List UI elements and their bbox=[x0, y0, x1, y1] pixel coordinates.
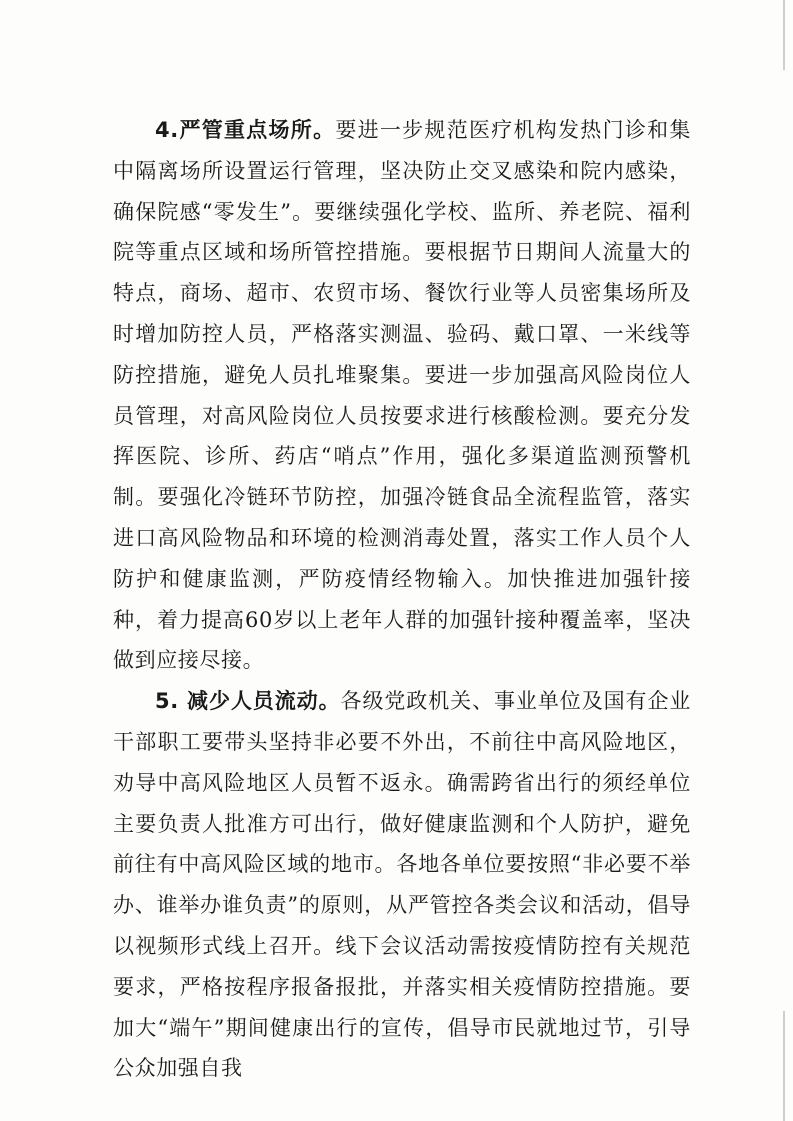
paragraph-5-heading: 5. 减少人员流动。 bbox=[155, 689, 341, 714]
document-body bbox=[113, 110, 691, 1089]
paragraph-4 bbox=[113, 110, 691, 681]
scan-edge-mark bbox=[783, 0, 785, 70]
paragraph-5 bbox=[113, 681, 691, 1089]
paragraph-4-heading: 4.严管重点场所。 bbox=[155, 118, 336, 142]
scan-edge-mark-bottom bbox=[783, 1011, 785, 1121]
paragraph-5-text: 各级党政机关、事业单位及国有企业干部职工要带头坚持非必要不外出，不前往中高风险地区，劝导中高风险地区人员暂不返永。确需跨省出行的须经单位主要负责人批准方可出行，做好健康监测和个人防护，避免前往有中高风险区域的地市。各地各单位要按照“非必要不举办、谁举办谁负责”的原则，从严管控各类会议和活动，倡导以视频形式线上召开。线下会议活动需按疫情防控有关规范要求，严格按程序报备报批，并落实相关疫情防控措施。要加大“端午”期间健康出行的宣传，倡导市民就地过节，引导公众加强自我 bbox=[113, 689, 691, 1081]
paragraph-4-text: 要进一步规范医疗机构发热门诊和集中隔离场所设置运行管理，坚决防止交叉感染和院内感染，确保院感“零发生”。要继续强化学校、监所、养老院、福利院等重点区域和场所管控措施。要根据节日期间人流量大的特点，商场、超市、农贸市场、餐饮行业等人员密集场所及时增加防控人员，严格落实测温、验码、戴口罩、一米线等防控措施，避免人员扎堆聚集。要进一步加强高风险岗位人员管理，对高风险岗位人员按要求进行核酸检测。要充分发挥医院、诊所、药店“哨点”作用，强化多渠道监测预警机制。要强化冷链环节防控，加强冷链食品全流程监管，落实进口高风险物品和环境的检测消毒处置，落实工作人员个人防护和健康监测，严防疫情经物输入。加快推进加强针接种，着力提高60岁以上老年人群的加强针接种覆盖率，坚决做到应接尽接。 bbox=[113, 118, 691, 673]
